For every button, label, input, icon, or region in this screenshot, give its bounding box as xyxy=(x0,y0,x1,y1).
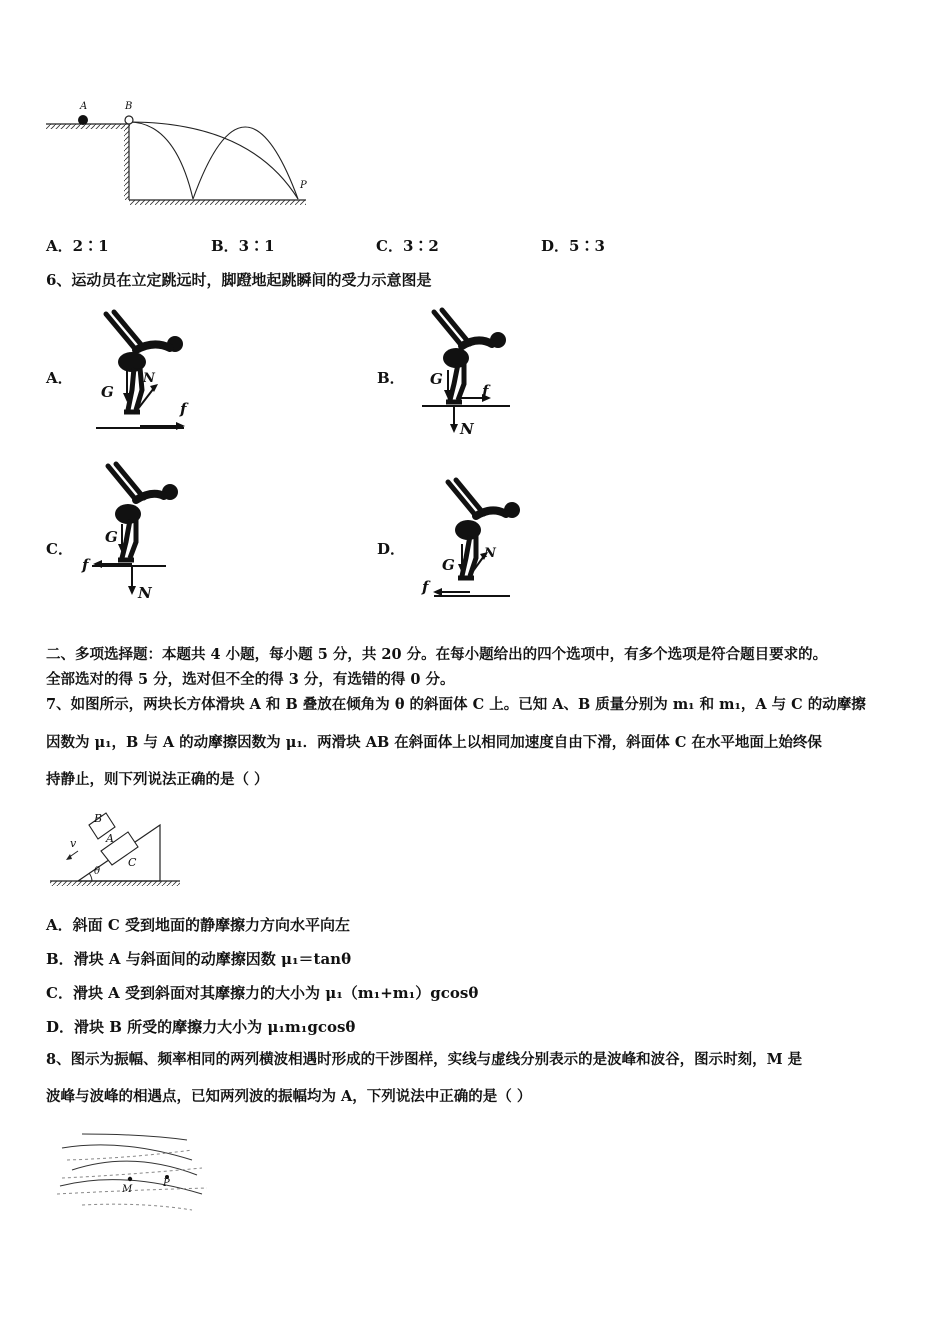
force-g-b: G xyxy=(430,370,443,388)
q7-option-a[interactable]: A．斜面 C 受到地面的静摩擦力方向水平向左 xyxy=(46,916,351,934)
interference-label-p: P xyxy=(163,1178,170,1189)
interference-figure xyxy=(52,1130,212,1215)
label-b: B xyxy=(125,101,133,112)
jumper-figure-d xyxy=(418,478,538,603)
force-g-c: G xyxy=(105,528,118,546)
incline-label-b: B xyxy=(94,812,103,825)
q6-option-d-label[interactable]: D． xyxy=(377,540,406,558)
incline-label-theta: θ xyxy=(94,866,101,877)
force-f-a: f xyxy=(180,400,187,418)
q8-line2: 波峰与波峰的相遇点，已知两列波的振幅均为 A，下列说法中正确的是（ ） xyxy=(46,1088,532,1105)
section2-line2: 全部选对的得 5 分，选对但不全的得 3 分，有选错的得 0 分。 xyxy=(46,671,455,688)
q5-options xyxy=(46,235,746,255)
q6-stem: 6、运动员在立定跳远时，脚蹬地起跳瞬间的受力示意图是 xyxy=(46,271,432,289)
section2-line1: 二、多项选择题：本题共 4 小题，每小题 5 分，共 20 分。在每小题给出的四个选项中，有多个选项是符合题目要求的。 xyxy=(46,646,828,663)
force-f-c: f xyxy=(82,556,89,574)
incline-label-v: v xyxy=(70,837,77,850)
q6-option-a-label[interactable]: A． xyxy=(46,369,73,387)
q5-option-a[interactable]: A．2∶1 xyxy=(46,237,109,255)
force-n-d: N xyxy=(484,546,496,561)
force-n-a: N xyxy=(143,371,155,386)
force-f-d: f xyxy=(422,578,429,596)
force-g-a: G xyxy=(101,383,114,401)
q7-line2: 因数为 μ₁，B 与 A 的动摩擦因数为 μ₁．两滑块 AB 在斜面体上以相同加速度自由下滑，斜面体 C 在水平地面上始终保 xyxy=(46,734,822,751)
q6-option-b-label[interactable]: B． xyxy=(377,369,405,387)
force-g-d: G xyxy=(442,556,455,574)
projectile-figure xyxy=(40,100,320,215)
jumper-figure-c xyxy=(82,462,192,602)
label-p: P xyxy=(300,180,307,191)
force-f-b: f xyxy=(482,382,489,400)
force-n-b: N xyxy=(460,420,474,438)
q7-option-b[interactable]: B．滑块 A 与斜面间的动摩擦因数 μ₁＝tanθ xyxy=(46,950,352,968)
q7-line1: 7、如图所示，两块长方体滑块 A 和 B 叠放在倾角为 θ 的斜面体 C 上。已知 A、B 质量分别为 m₁ 和 m₁，A 与 C 的动摩擦 xyxy=(46,696,866,713)
incline-figure xyxy=(48,805,183,895)
force-n-c: N xyxy=(138,584,152,602)
q7-option-d[interactable]: D．滑块 B 所受的摩擦力大小为 μ₁m₁gcosθ xyxy=(46,1018,356,1036)
interference-label-m: M xyxy=(122,1184,133,1195)
q5-option-b[interactable]: B．3∶1 xyxy=(211,237,275,255)
q5-option-c[interactable]: C．3∶2 xyxy=(376,237,439,255)
q5-option-d[interactable]: D．5∶3 xyxy=(541,237,605,255)
q6-option-c-label[interactable]: C． xyxy=(46,540,73,558)
q7-option-c[interactable]: C．滑块 A 受到斜面对其摩擦力的大小为 μ₁（m₁+m₁）gcosθ xyxy=(46,984,479,1002)
q8-line1: 8、图示为振幅、频率相同的两列横波相遇时形成的干涉图样，实线与虚线分别表示的是波峰和波谷，图示时刻，M 是 xyxy=(46,1051,803,1068)
incline-label-a: A xyxy=(106,832,114,845)
q7-line3: 持静止，则下列说法正确的是（ ） xyxy=(46,771,269,788)
label-a: A xyxy=(80,101,88,112)
incline-label-c: C xyxy=(128,856,137,869)
